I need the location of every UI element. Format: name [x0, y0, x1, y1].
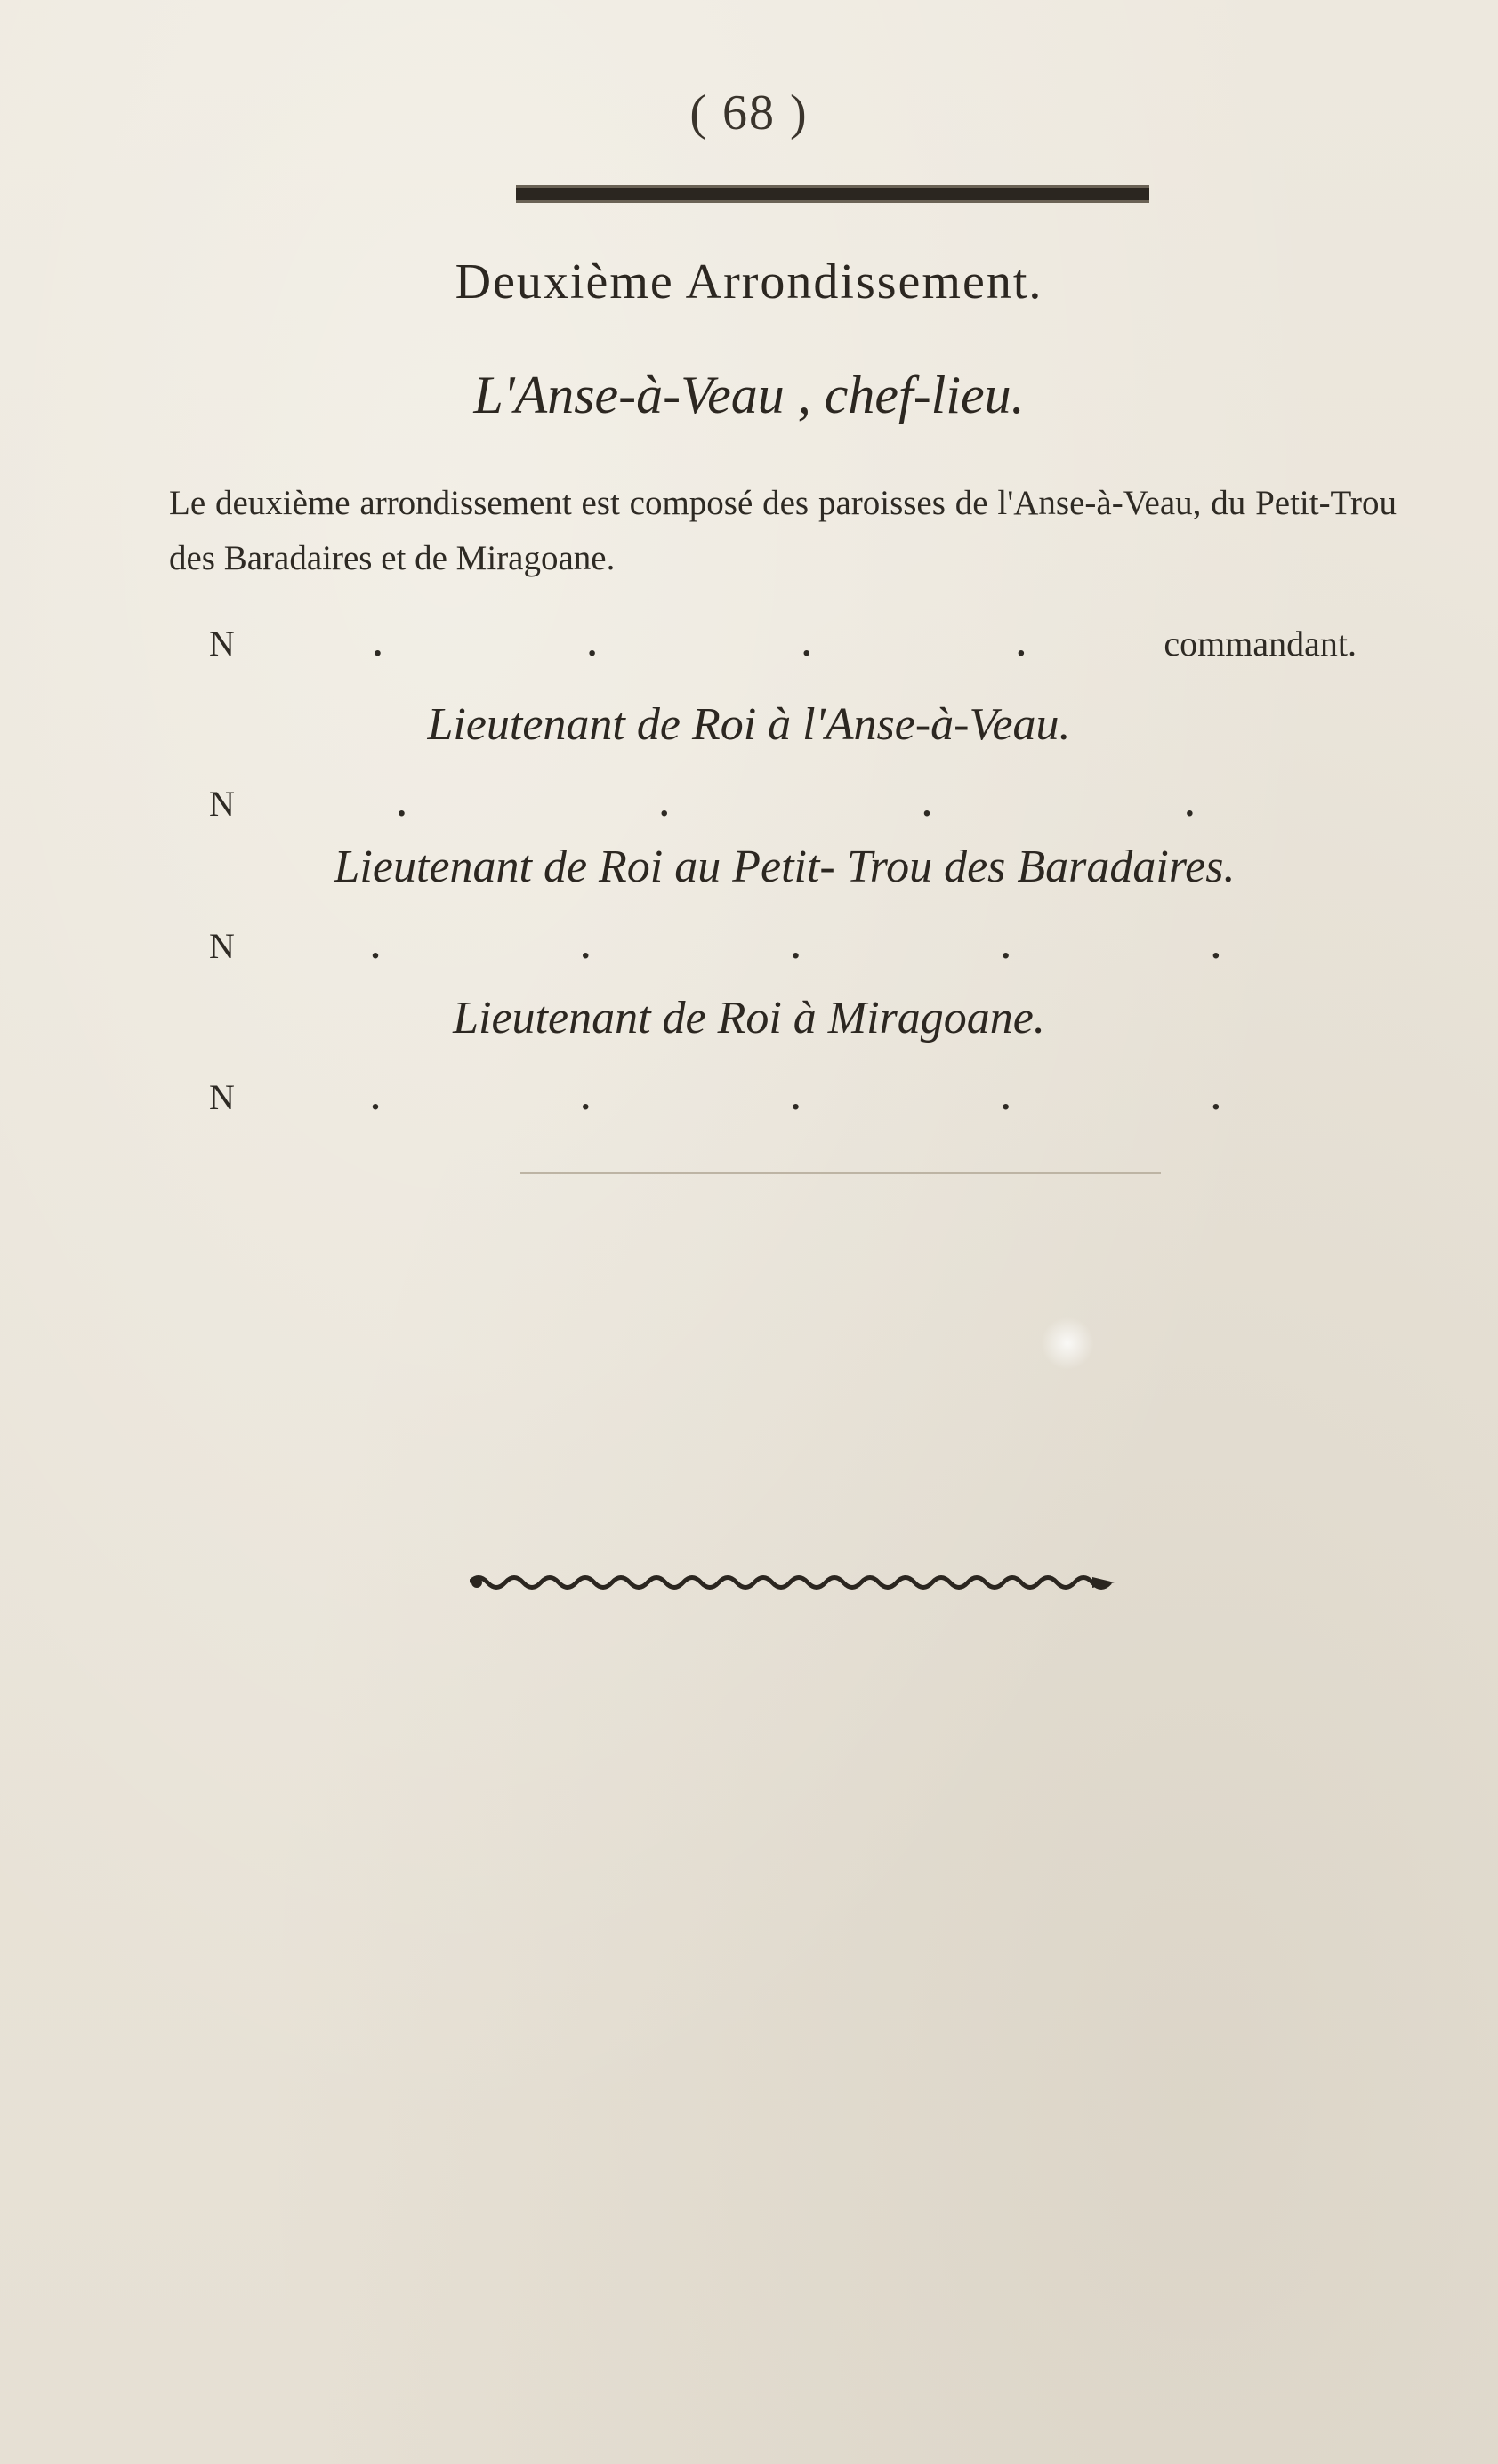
leader-dot: .: [581, 926, 591, 966]
section-subtitle: L'Anse-à-Veau , chef-lieu.: [473, 366, 1025, 424]
lieutenant-heading-anse-a-veau: Lieutenant de Roi à l'Anse-à-Veau.: [427, 699, 1071, 750]
entry-letter: N: [209, 784, 235, 824]
leader-dot: .: [587, 624, 597, 664]
leader-dot: .: [1016, 624, 1026, 664]
entry-letter: N: [209, 926, 235, 966]
leader-dots: [235, 623, 1164, 664]
header-rule: [516, 185, 1149, 203]
leader-dot: .: [1211, 926, 1220, 966]
leader-dot: .: [659, 784, 669, 824]
ornamental-rule-icon: [470, 1573, 1119, 1592]
entry-letter: N: [209, 624, 235, 664]
lieutenant-heading-miragoane: Lieutenant de Roi à Miragoane.: [453, 993, 1045, 1043]
entry-row: [209, 1076, 1357, 1130]
entry-letter: N: [209, 1077, 235, 1117]
leader-dot: .: [581, 1077, 591, 1117]
entry-row: [209, 925, 1357, 978]
entry-role: commandant.: [1164, 624, 1357, 664]
paper-stain: [1041, 1317, 1094, 1370]
leader-dot: .: [373, 624, 383, 664]
leader-dots: [235, 925, 1357, 967]
section-title: Deuxième Arrondissement.: [455, 254, 1043, 310]
leader-dot: .: [791, 926, 801, 966]
leader-dot: .: [1211, 1077, 1220, 1117]
page-number: ( 68 ): [689, 85, 809, 141]
entry-row-commandant: [209, 623, 1357, 676]
leader-dot: .: [801, 624, 811, 664]
lieutenant-heading-petit-trou: Lieutenant de Roi au Petit- Trou des Baradaires.: [334, 841, 1236, 892]
leader-dot: .: [922, 784, 932, 824]
leader-dot: .: [371, 926, 380, 966]
section-divider: [520, 1172, 1161, 1174]
description-paragraph: Le deuxième arrondissement est composé des paroisses de l'Anse-à-Veau, du Petit-Trou des Baradaires et de Miragoane.: [169, 484, 1397, 577]
leader-dots: [235, 783, 1357, 825]
leader-dot: .: [1185, 784, 1195, 824]
leader-dot: .: [1001, 1077, 1011, 1117]
leader-dot: .: [371, 1077, 380, 1117]
entry-row: [209, 783, 1357, 836]
leader-dot: .: [1001, 926, 1011, 966]
leader-dots: [235, 1076, 1357, 1118]
leader-dot: .: [397, 784, 407, 824]
leader-dot: .: [791, 1077, 801, 1117]
